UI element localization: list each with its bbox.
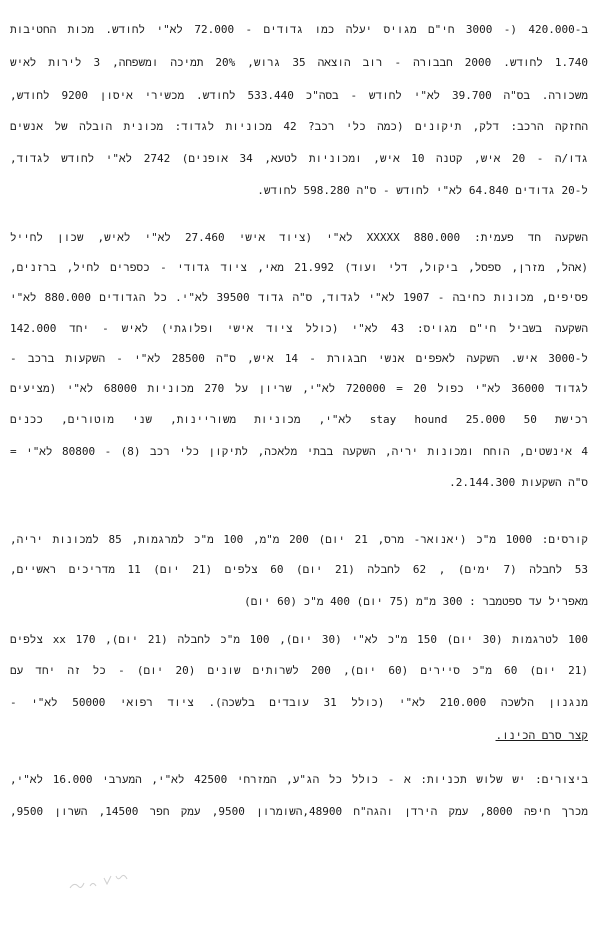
- text-line: 4 אינשטים, הוחח ומכונות יריה, השקעה בבתי מלאכה, לתיקון כלי רכב (8) - 80800 לא"י =: [10, 445, 588, 458]
- text-line: ב-420.000 (- 3000 חי"ם מגויס יעלה כמו גדודים - 72.000 לא"י לחודש. מכות החטיבות: [10, 23, 589, 36]
- text-line: מאפריל עד ספטמבר : 300 מ"מ (75 יום) 400 מ"כ (60 יום): [244, 595, 588, 608]
- text-line: 53 לחבלה (7 ימים) , 62 לחבלה (21 יום) 60 צלפים (21 יום) 11 מדריכים ראשיים,: [10, 563, 589, 576]
- text-line: קורסים: 1000 מ"כ (יאנואר- מרס, 21 יום) 200 מ"מ, 100 מ"כ למרגמות, 85 למכונות יריה,: [10, 533, 589, 546]
- text-line: ל-20 גדודים 64.840 לא"י לחודש - ס"ה 598.280 לחודש.: [257, 184, 588, 197]
- text-line: רכישת 50 stay hound 25.000 לא"י, מכוניות משוריינות, שני מוטורים, ככנים: [10, 413, 588, 426]
- text-line: ל-3000 איש. השקעה לאפפים אנשי חבגורת - 14 איש, ס"ה 28500 לא"י - השקעות ברכב -: [10, 352, 588, 365]
- text-line: מכרך חיפה 8000, עמק הירדן והגה"ח 48900,השומרון 9500, עמק חפר 14500, השרון 9500,: [10, 805, 589, 818]
- text-line: קצר סרם הכינו.: [495, 729, 588, 742]
- text-line: השקעה בשביל חי"ם מגויס: 43 לא"י (כולל ציוד אישי ופלוגתי) לאיש - יחד 142.000: [10, 322, 588, 335]
- text-line: השקעה חד פעמית: 880.000 XXXXX לא"י (ציוד אישי 27.460 לא"י לאיש, שכון לחייל: [10, 231, 589, 244]
- text-line: החזקה הרכב: דלק, תיקונים (כמה כלי רכב? 42 מכוניות לגדוד: מכונית הובלה של אנשים: [10, 120, 589, 133]
- text-line: (21 יום) 60 מ"כ סיירים (60 יום), 200 לשרותים שונים (20 יום) - כל זה יחד עם: [10, 664, 589, 677]
- text-line: ביצורים: יש שלוש תכניות: א - כולל כל הג"ע, המזרחי 42500 לא"י, המערבי 16.000 לא"י,: [10, 773, 588, 786]
- text-line: ס"ה השקעות 2.144.300.: [449, 476, 588, 489]
- text-line: 100 לטרגמות (30 יום) 150 מ"כ לא"י (30 יום), 100 מ"כ לחבלה (21 יום), 170 xx צלפים: [10, 633, 589, 646]
- text-line: (אהל, מזרן, ספסל, ביקול, דלי ועוד) 21.992 מאי, ציוד גדודי - כספרים לחיל, ברזנים,: [10, 261, 589, 274]
- text-line: מנגנון הלשכה 210.000 לא"י (כולל 31 עובדים בלשכה). ציוד רפואי 50000 לא"י -: [10, 696, 589, 709]
- text-line: לגדוד 36000 לא"י כפול 20 = 720000 לא"י, שריון על 270 מכוניות 68000 לא"י (מציעים: [10, 382, 589, 395]
- text-line: גדו/ה - 20 איש, קטנה 10 איש, ומכוניות לטעא, 34 אופנים) 2742 לא"י לחודש לגדוד,: [10, 152, 588, 165]
- text-line: פסיפים, מכונות כחיבה - 1907 לא"י לגדוד, ס"ה גדוד 39500 לא"י. כל הגדודים 880.000 לא"י: [10, 291, 588, 304]
- text-line: משכורה. בס"ה 39.700 לא"י לחודש - בסה"כ 533.440 לחודש. מכשירי איסון 9200 לחודש,: [10, 89, 588, 102]
- text-line: 1.740 לחודש. 2000 חבבורה - רוב הוצאה 35 גרוש, 20% תמיכה ומשפחה, 3 לירות לאיש: [10, 56, 589, 69]
- scan-smudge-mark: [64, 868, 134, 896]
